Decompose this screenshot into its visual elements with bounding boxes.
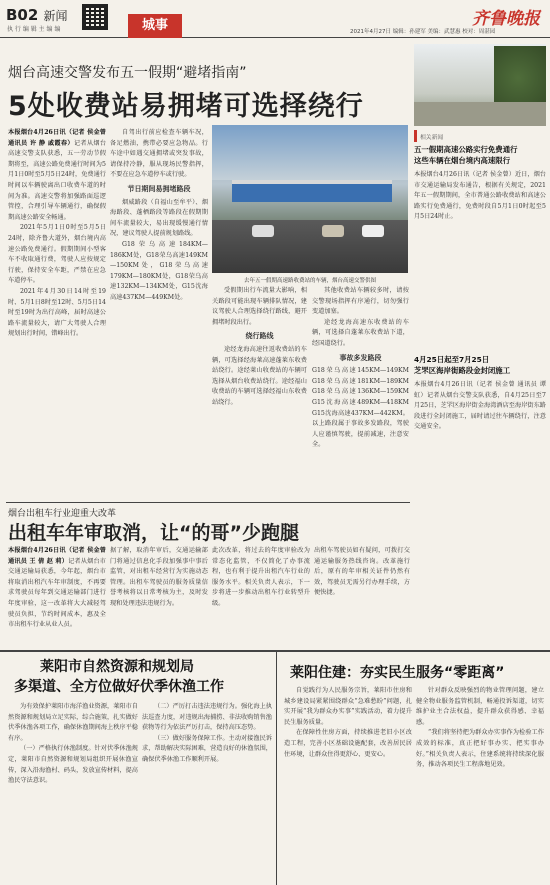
page-number: B02 新闻 [6,6,68,24]
sidebar-headline1: 五一假期高速公路实行免费通行 [414,145,518,154]
article1-col3 [212,286,307,500]
divider-vertical [276,652,277,885]
issue-meta: 2021年4月27日 编辑：孙建军 美编：武慧惠 校对：周湛园 [350,29,496,35]
photo-caption: 去年五一假期高速路收费站的车辆，烟台高速交警供图 [243,278,376,284]
article3-subtitle: 多渠道、全方位做好伏季休渔工作 [14,679,224,695]
article3-p1: 为有效保护莱阳市海洋渔业资源，莱阳市自然资源和规划局立足实际，综合施策，扎实做好伏季休渔各项工作，确保休渔期间海上秩序平稳有序。 [8,703,138,742]
page-header [0,0,550,38]
article2-col3: 此次改革，将过去的年度审验改为常态化监管，不仅简化了办事流程，也有利于提升出租汽车行业的服务水平。相关负责人表示，下一步将进一步推动出租车行业转型升级。 [212,547,310,607]
article4-col1 [284,686,412,880]
article2-text1: 记者从烟台市交通运输局获悉，今年起，烟台市将取消出租汽车年审制度，不再要求驾驶员每年到交通运输部门进行年度审验，这一改革将大大减轻驾驶员负担，节约时间成本，惠及全市出租车行业从业人员。 [8,557,106,629]
sidebar-text1: 本报烟台4月26日讯（记者 侯金曾）近日，烟台市交通运输局发布通告，根据有关规定，2021年五一假期期间，全市普通公路收费站和高速公路实行免费通行，免费时段自5月1日0时起至5月5日24时止。 [414,171,546,221]
article1-text3b: 途经龙海高速往返收费站的车辆，可选择经海莱高速蓬莱东收费站绕行。途经莱山收费站的车辆可选择从烟台收费站绕行。途经福山收费站的车辆可选择经福山东收费站绕行。 [212,345,307,406]
article1-subhead-detour: 绕行路线 [245,331,274,341]
sidebar-photo [414,44,546,126]
divider [6,502,410,503]
sidebar-news [414,130,546,545]
article1-col4 [312,286,409,500]
article1-kicker: 烟台高速交警发布五一假期“避堵指南” [8,65,247,81]
qr-code-icon [82,4,108,30]
article1-text1: 记者从烟台高速交警支队获悉，五一劳动节假期将至，高速公路免费通行时间为5月1日0时至5月5日24时，免费通行时间以车辆驶离出口收费车道的时间为准。高速交警将加强路面巡逻管控，合理引导车辆通行，确保假期高速公路安全畅通。 [8,139,106,221]
article4-p4: “我们将坚持把为群众办实事作为检验工作成效的标准，真正把好事办实、把实事办好。”相关负责人表示，住建系统将持续深化服务，推动各项民生工程落地见效。 [416,729,544,769]
article1-subhead-congestion: 节日期间易拥堵路段 [127,183,191,193]
article1-headline: 5处收费站易拥堵可选择绕行 [8,91,364,122]
divider-bottom [0,650,550,652]
article4-p2: 在保障性住房方面，持续推进老旧小区改造工程，完善小区基础设施配套，改善居民居住环境，让群众住得更舒心、更安心。 [284,729,412,758]
article1-text2: 自驾出行前应检查车辆车况，备足燃油，携带必要应急物品。行车途中如遇交通拥堵或突发事故，请保持冷静，服从现场民警指挥，不要在应急车道停车或行驶。 [110,129,208,179]
article1-text4: 其他收费站车辆较多时，请按交警现场指挥有序通行，切勿强行变道加塞。 [312,287,409,316]
editor-line: 执 行 编 辑 主 编 编 [7,26,61,33]
article2-col4: 出租车驾驶员如有疑问，可拨打交通运输服务热线咨询。改革施行后，原有的年审相关证件仍然有效，驾驶员无需另行办理手续，方便快捷。 [314,547,410,597]
article1-text1b: 2021年5月1日0时至5月5日24时，除齐鲁大道外，烟台境内高速公路免费通行。假期期间小型客车不收取通行费，驾驶人应按规定行驶，保持安全车距，严禁在应急车道停车。 [8,224,106,285]
sidebar-headline1b: 这些车辆在烟台境内高速限行 [414,156,511,165]
article3-p3: （二）严厉打击违法违规行为。强化海上执法巡查力度，对违规出海捕捞、非法收购销售渔获物等行为依法严厉打击，保持高压态势。 [142,703,272,732]
sidebar-text2: 本报烟台4月26日讯（记者 侯金曾 通讯员 谭虹）记者从烟台交警支队获悉，自4月25日至7月25日，芝罘区海岸街金海湾酒店至海岸街东路段进行全封闭施工，届时请过往车辆绕行，注意交通安全。 [414,381,546,431]
section-tag: 城事 [128,14,182,38]
sidebar-headline2: 4月25日起至7月25日 [414,355,490,364]
article1-col2 [110,128,208,500]
article3-title: 莱阳市自然资源和规划局 [40,659,194,675]
article1-col1 [8,128,106,500]
article4-title: 莱阳住建：夯实民生服务“零距离” [290,665,505,681]
article3-col2 [142,702,272,880]
article1-text4b: 途经龙海高速东收费站的车辆，可选择自蓬莱东收费站下道，经国道绕行。 [312,318,409,347]
article1-text4c: G18荣乌高速145KM—149KM G18荣乌高速181KM—189KM G18荣乌高速136KM—159KM G15沈海高速489KM—418KM G15沈海高速437KM—442KM。以上路段属于事故多发路段，驾驶人应谨慎驾驶，提前减速，注意安全。 [312,367,409,449]
sidebar-label: 相关新闻 [420,135,444,141]
article2-col2: 据了解，取消年审后，交通运输部门将通过信息化手段加强事中事后监管，对出租车经营行为实施动态管理。出租车驾驶员的服务质量信誉考核将以日常考核为主，及时发现和处理违法违规行为。 [110,547,208,607]
article3-p2: （一）严格执行休渔制度。针对伏季休渔规定，莱阳市自然资源和规划局组织开展休渔宣传，深入沿海渔村、码头，发放宣传材料，提高渔民守法意识。 [8,745,138,785]
article2-kicker: 烟台出租车行业迎重大改革 [8,509,117,519]
article1-byline: 本报烟台4月26日讯（记者 侯金曾 通讯员 许 静 戚霞春） [8,129,106,147]
article1-text2b: 烟威路段（自福山至牟平）、烟海路段、蓬栖路段等路段在假期期间车流量较大，易出现缓慢通行情况，建议驾驶人提前规划路线。 [110,198,208,238]
article2-col1 [8,546,106,646]
article4-p3: 针对群众反映强烈的物业管理问题，建立健全物业服务监管机制，畅通投诉渠道，切实维护业主合法权益，提升群众获得感、幸福感。 [416,687,544,726]
article2-headline: 出租车年审取消，让“的哥”少跑腿 [8,522,299,544]
article4-p1: 自觉践行为人民服务宗旨，莱阳市住房和城乡建设局紧紧围绕群众“急难愁盼”问题，扎实开展“我为群众办实事”实践活动，着力提升民生服务质量。 [284,687,412,726]
article2-byline: 本报烟台4月26日讯（记者 侯金曾 通讯员 王 倩 赵 莉） [8,547,106,565]
sidebar-headline2b: 芝罘区海岸街路段金封闭施工 [414,366,511,375]
article3-p4: （三）做好服务保障工作。主动对接渔民诉求，帮助解决实际困难，营造良好的休渔氛围，确保伏季休渔工作顺利开展。 [142,734,272,763]
article1-subhead-accidents: 事故多发路段 [339,352,382,362]
article1-text3: 受假期出行车流量大影响，相关路段可能出现车辆排队情况，建议驾驶人合理选择绕行路线，避开拥堵时段出行。 [212,287,307,326]
article3-col1 [8,702,138,880]
newspaper-logo: 齐鲁晚报 [472,9,540,29]
toll-station-photo [212,125,408,273]
article4-col2 [416,686,544,880]
article1-text2c: G18荣乌高速184KM—186KM处，G18荣乌高速149KM—150KM处，G18荣乌高速179KM—180KM处，G18荣乌高速132KM—134KM处，G15沈海高速437KM—449KM处。 [110,240,208,301]
article1-text1c: 2021年4月30日14时至19时、5月1日8时至12时、5月5日14时至19时为出行高峰，届时高速公路车流量较大，请广大驾驶人合理规划出行时间，错峰出行。 [8,287,106,338]
